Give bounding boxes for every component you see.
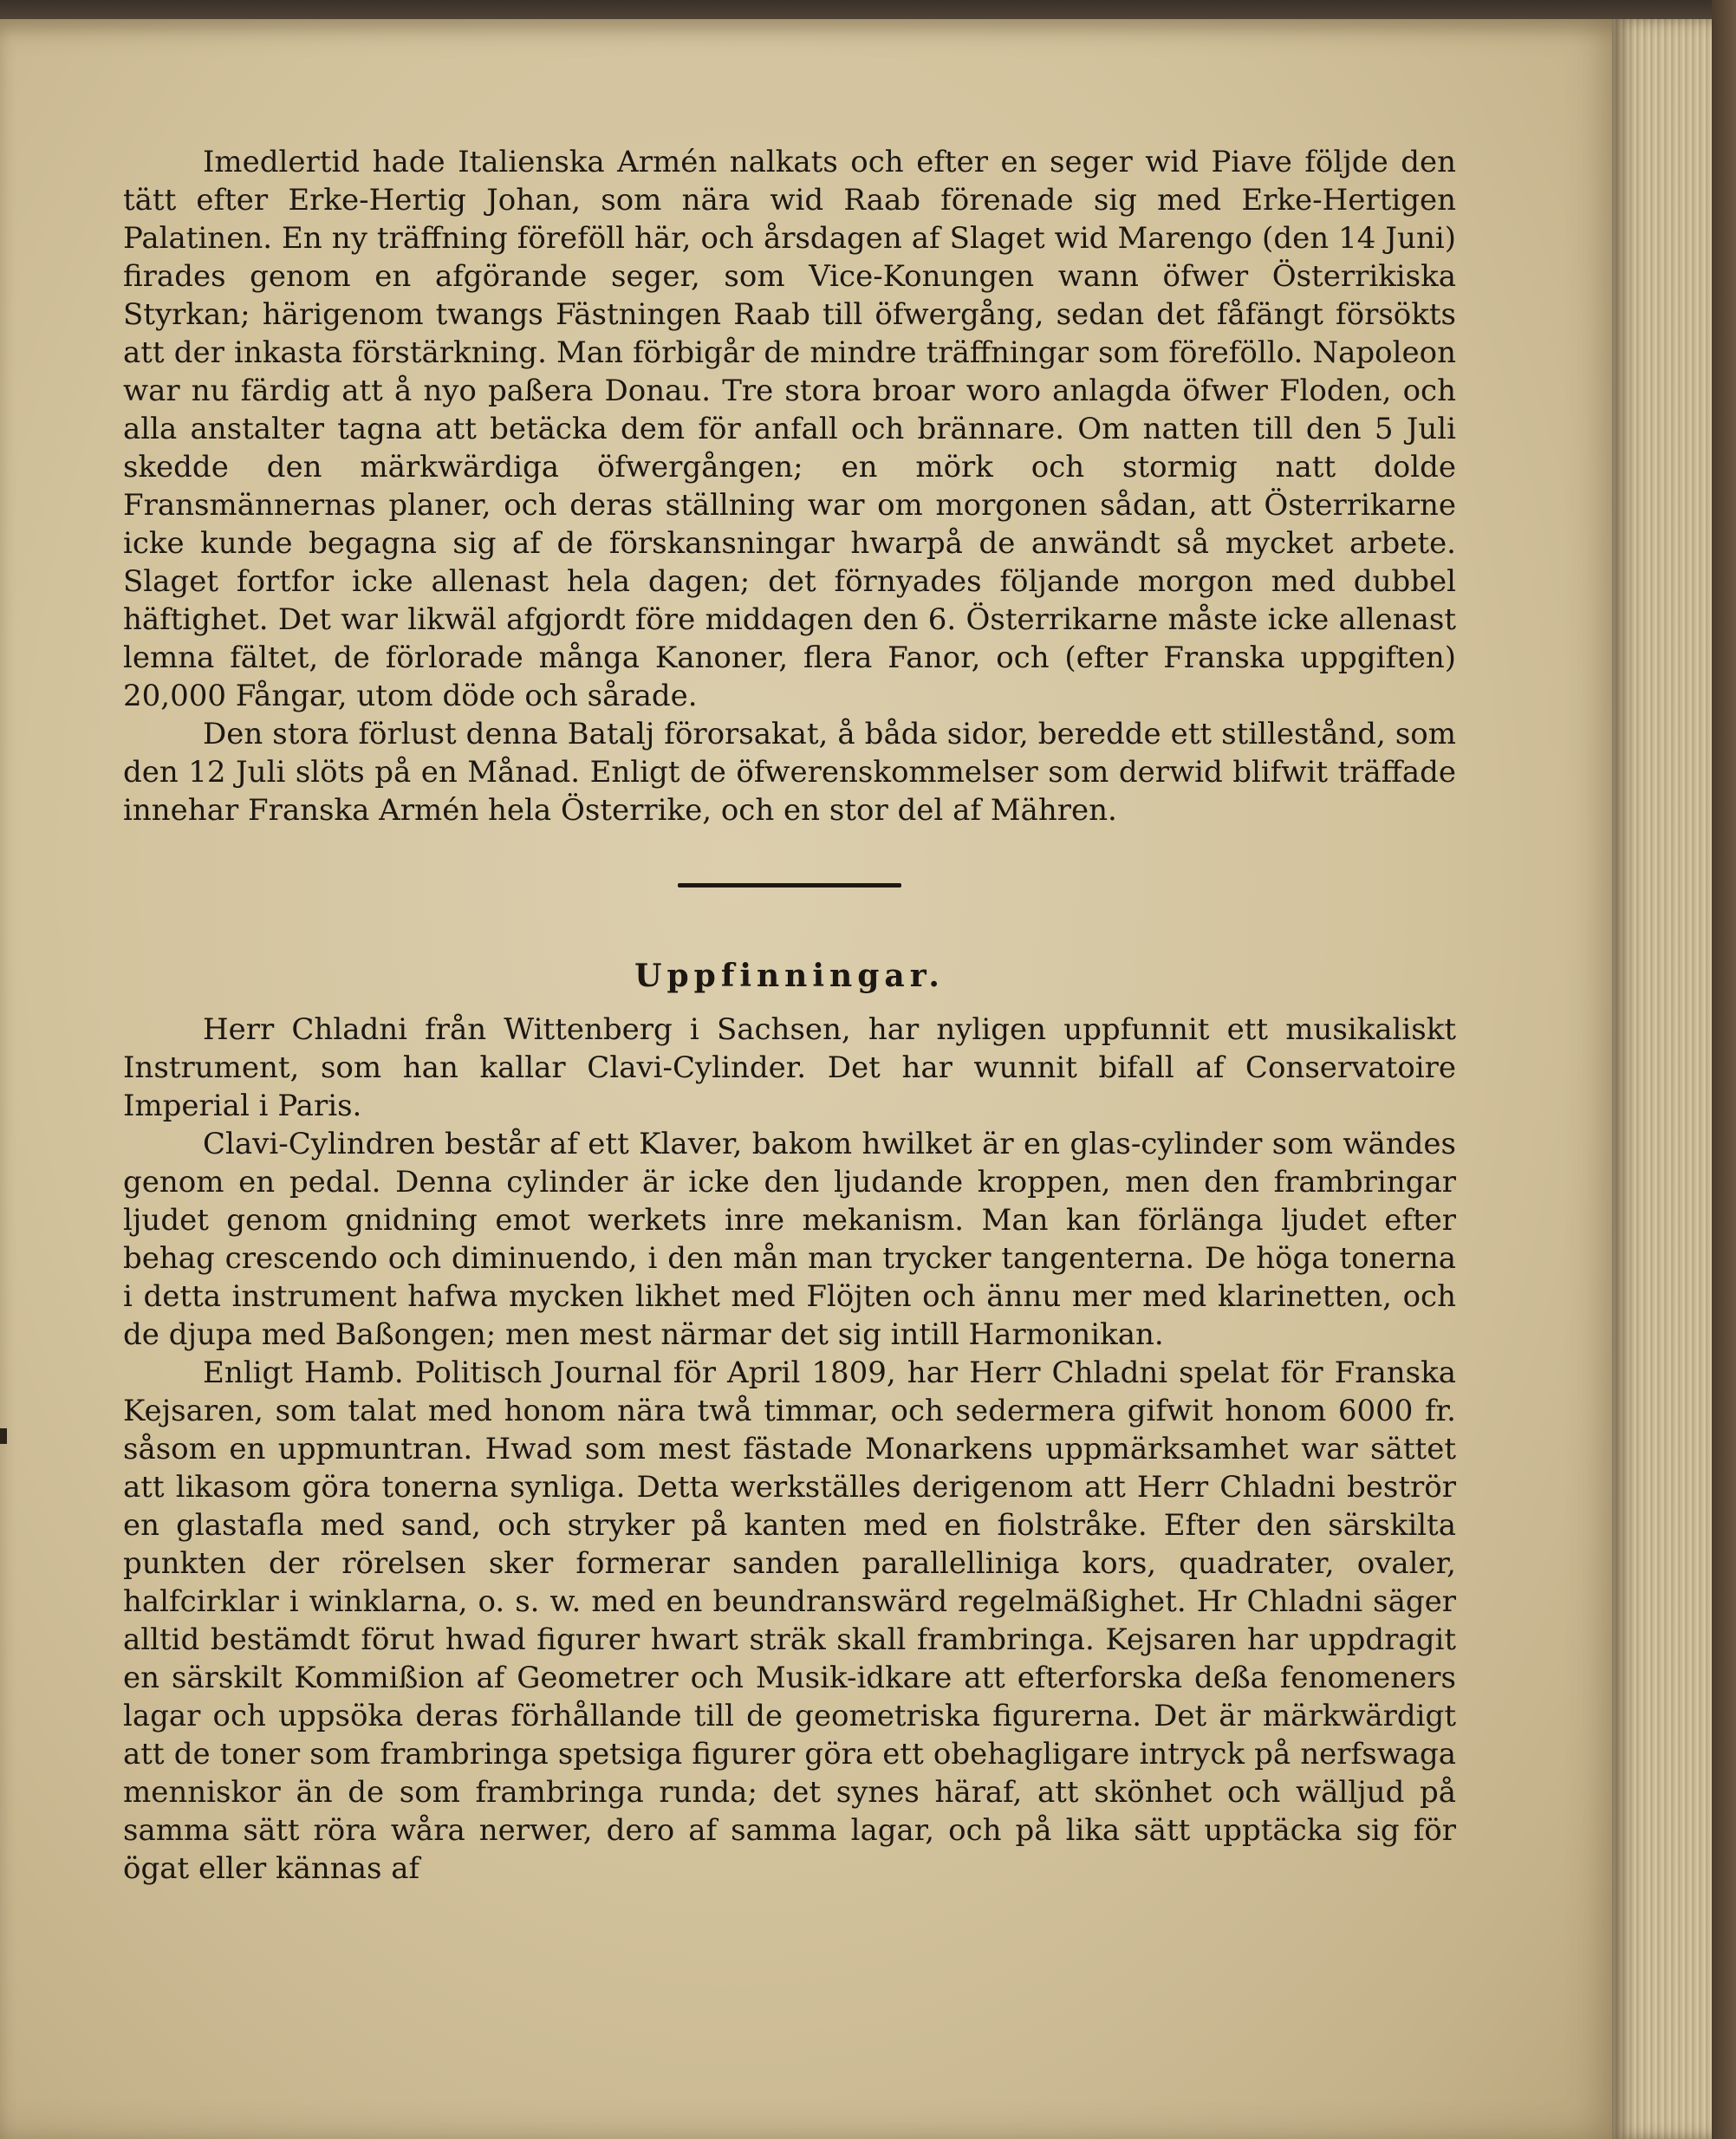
book-cover-edge xyxy=(1712,0,1736,2139)
paragraph-clavi-cylinder-intro: Herr Chladni från Wittenberg i Sachsen, har nyligen uppfunnit ett musikaliskt Instrument, som han kallar Clavi-Cylinder. Det har wunnit bifall af Conservatoire Imperial i Paris. xyxy=(123,1012,1456,1123)
paragraph-battle-report: Imedlertid hade Italienska Armén nalkats och efter en seger wid Piave följde den tätt efter Erke-Hertig Johan, som nära wid Raab förenade sig med Erke-Hertigen Palatinen. En ny träffning föreföll här, och årsdagen af Slaget wid Marengo (den 14 Juni) firades genom en afgörande seger, som Vice-Konungen wann öfwer Österrikiska Styrkan; härigenom twangs Fästningen Raab till öfwergång, sedan det fåfängt försökts att der inkasta förstärkning. Man förbigår de mindre träffningar som föreföllo. Napoleon war nu färdig att å nyo paßera Donau. Tre stora broar woro anlagda öfwer Floden, och alla anstalter tagna att betäcka dem för anfall och brännare. Om natten till den 5 Juli skedde den märkwärdiga öfwergången; en mörk och stormig natt dolde Fransmännernas planer, och deras ställning war om morgonen sådan, att Österrikarne icke kunde begagna sig af de förskansningar hwarpå de anwändt så mycket arbete. Slaget fortfor icke allenast hela dagen; det förnyades följande morgon med dubbel häftighet. Det war likwäl afgjordt före middagen den 6. Österrikarne måste icke allenast lemna fältet, de förlorade många Kanoner, flera Fanor, och (efter Franska uppgiften) 20,000 Fångar, utom döde och sårade. xyxy=(123,145,1456,713)
text-column xyxy=(123,143,1456,1888)
paragraph-armistice: Den stora förlust denna Batalj förorsakat, å båda sidor, beredde ett stillestånd, som den 12 Juli slöts på en Månad. Enligt de öfwerenskommelser som derwid blifwit träffade innehar Franska Armén hela Österrike, och en stor del af Mähren. xyxy=(123,717,1456,828)
paragraph-clavi-cylinder-description: Clavi-Cylindren består af ett Klaver, bakom hwilket är en glas-cylinder som wändes genom en pedal. Denna cylinder är icke den ljudande kroppen, men den frambringar ljudet genom gnidning emot werkets inre mekanism. Man kan förlänga ljudet efter behag crescendo och diminuendo, i den mån man trycker tangenterna. De höga tonerna i detta instrument hafwa mycken likhet med Flöjten och ännu mer med klarinetten, och de djupa med Baßongen; men mest närmar det sig intill Harmonikan. xyxy=(123,1127,1456,1352)
section-divider xyxy=(678,883,901,887)
section-heading: Uppfinningar. xyxy=(634,958,945,994)
paragraph-chladni-figures: Enligt Hamb. Politisch Journal för April 1809, har Herr Chladni spelat för Franska Kejsaren, som talat med honom nära twå timmar, och sedermera gifwit honom 6000 fr. såsom en uppmuntran. Hwad som mest fästade Monarkens uppmärksamhet war sättet att likasom göra tonerna synliga. Detta werkställes derigenom att Herr Chladni beströr en glastafla med sand, och stryker på kanten med en fiolstråke. Efter den särskilta punkten der rörelsen sker formerar sanden parallelliniga kors, quadrater, ovaler, halfcirklar i winklarna, o. s. w. med en beundranswärd regelmäßighet. Hr Chladni säger alltid bestämdt förut hwad figurer hwart sträk skall frambringa. Kejsaren har uppdragit en särskilt Kommißion af Geometrer och Musik-idkare att efterforska deßa fenomeners lagar och uppsöka deras förhållande till de geometriska figurerna. Det är märkwärdigt att de toner som frambringa spetsiga figurer göra ett obehagligare intryck på nerfswaga menniskor än de som frambringa runda; det synes häraf, att skönhet och wälljud på samma sätt röra wåra nerwer, dero af samma lagar, och på lika sätt upptäcka sig för ögat eller kännas af xyxy=(123,1356,1456,1886)
margin-mark xyxy=(0,1428,7,1444)
